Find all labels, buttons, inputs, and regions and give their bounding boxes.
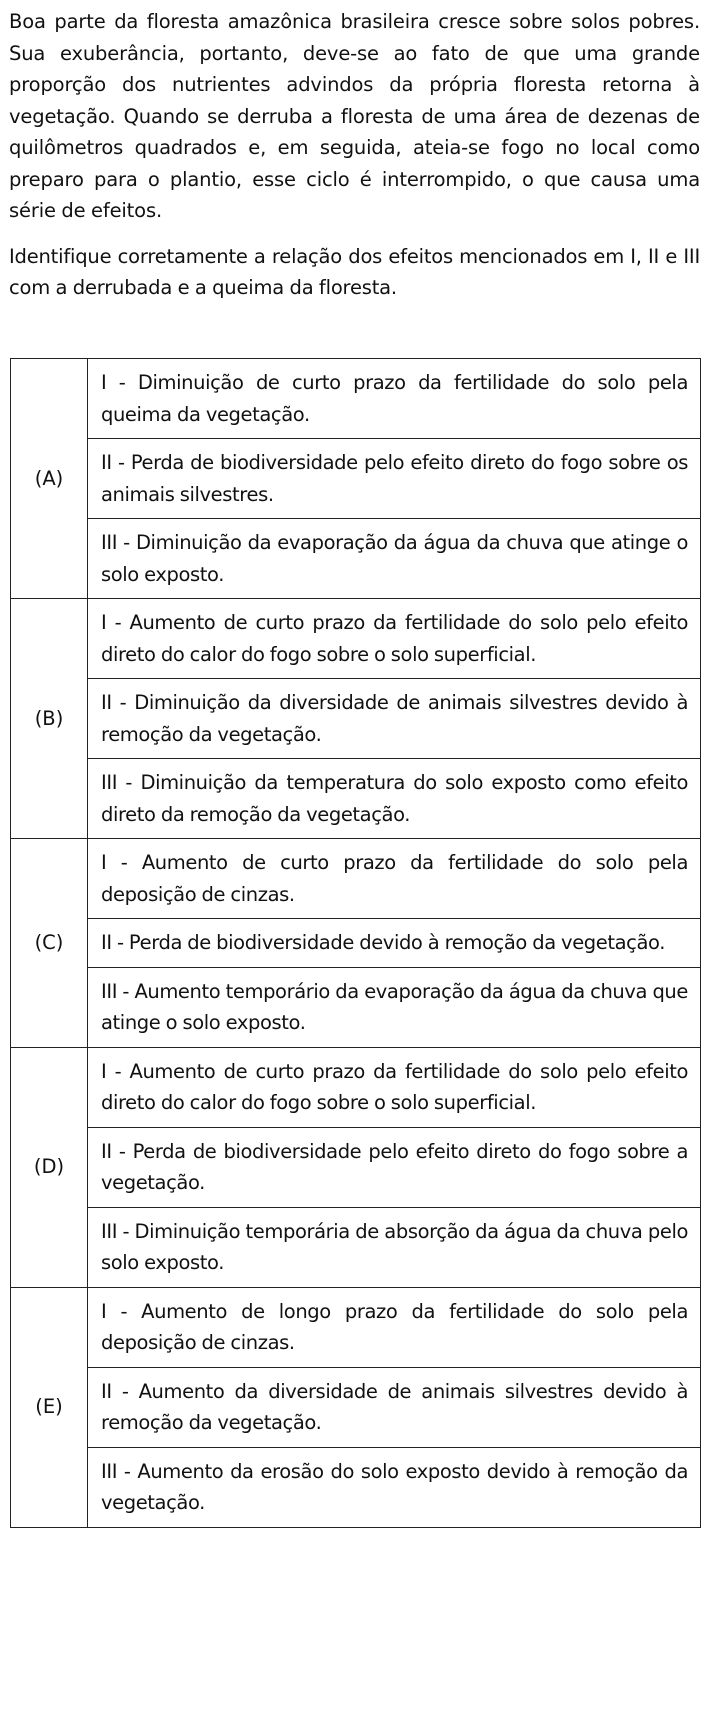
- option-c-row-1: [11, 839, 701, 919]
- option-a-statement-ii: II - Perda de biodiversidade pelo efeito direto do fogo sobre os animais silvestres.: [88, 439, 701, 519]
- option-d-row-3: [11, 1207, 701, 1287]
- option-e-letter[interactable]: (E): [11, 1287, 88, 1527]
- option-c-row-3: [11, 967, 701, 1047]
- option-e-row-3: [11, 1447, 701, 1527]
- option-d-letter[interactable]: (D): [11, 1047, 88, 1287]
- option-b-row-3: [11, 759, 701, 839]
- option-e-row-2: [11, 1367, 701, 1447]
- option-c-row-2: [11, 919, 701, 968]
- option-a-statement-i: I - Diminuição de curto prazo da fertilidade do solo pela queima da vegetação.: [88, 359, 701, 439]
- option-c-statement-i: I - Aumento de curto prazo da fertilidade do solo pela deposição de cinzas.: [88, 839, 701, 919]
- option-a-letter[interactable]: (A): [11, 359, 88, 599]
- option-e-statement-iii: III - Aumento da erosão do solo exposto devido à remoção da vegetação.: [88, 1447, 701, 1527]
- option-d-statement-ii: II - Perda de biodiversidade pelo efeito direto do fogo sobre a vegetação.: [88, 1127, 701, 1207]
- option-b-row-1: [11, 599, 701, 679]
- option-d-statement-i: I - Aumento de curto prazo da fertilidade do solo pelo efeito direto do calor do fogo sobre o solo superficial.: [88, 1047, 701, 1127]
- option-a-row-3: [11, 519, 701, 599]
- option-d-row-2: [11, 1127, 701, 1207]
- option-b-row-2: [11, 679, 701, 759]
- option-b-statement-ii: II - Diminuição da diversidade de animais silvestres devido à remoção da vegetação.: [88, 679, 701, 759]
- option-b-statement-iii: III - Diminuição da temperatura do solo exposto como efeito direto da remoção da vegetação.: [88, 759, 701, 839]
- answer-options-table: [10, 358, 701, 1528]
- option-c-statement-ii: II - Perda de biodiversidade devido à remoção da vegetação.: [88, 919, 701, 968]
- option-e-statement-ii: II - Aumento da diversidade de animais silvestres devido à remoção da vegetação.: [88, 1367, 701, 1447]
- option-d-row-1: [11, 1047, 701, 1127]
- option-a-row-1: [11, 359, 701, 439]
- option-c-letter[interactable]: (C): [11, 839, 88, 1048]
- option-a-statement-iii: III - Diminuição da evaporação da água da chuva que atinge o solo exposto.: [88, 519, 701, 599]
- option-e-row-1: [11, 1287, 701, 1367]
- option-b-statement-i: I - Aumento de curto prazo da fertilidade do solo pelo efeito direto do calor do fogo sobre o solo superficial.: [88, 599, 701, 679]
- option-a-row-2: [11, 439, 701, 519]
- option-c-statement-iii: III - Aumento temporário da evaporação da água da chuva que atinge o solo exposto.: [88, 967, 701, 1047]
- intro-paragraph: Boa parte da floresta amazônica brasileira cresce sobre solos pobres. Sua exuberância, portanto, deve-se ao fato de que uma grande proporção dos nutrientes advindos da própria floresta retorna à vegetação. Quando se derruba a floresta de uma área de dezenas de quilômetros quadrados e, em seguida, ateia-se fogo no local como preparo para o plantio, esse ciclo é interrompido, o que causa uma série de efeitos.: [9, 10, 700, 222]
- option-e-statement-i: I - Aumento de longo prazo da fertilidade do solo pela deposição de cinzas.: [88, 1287, 701, 1367]
- instruction-paragraph: Identifique corretamente a relação dos efeitos mencionados em I, II e III com a derrubada e a queima da floresta.: [9, 244, 700, 299]
- option-d-statement-iii: III - Diminuição temporária de absorção da água da chuva pelo solo exposto.: [88, 1207, 701, 1287]
- option-b-letter[interactable]: (B): [11, 599, 88, 839]
